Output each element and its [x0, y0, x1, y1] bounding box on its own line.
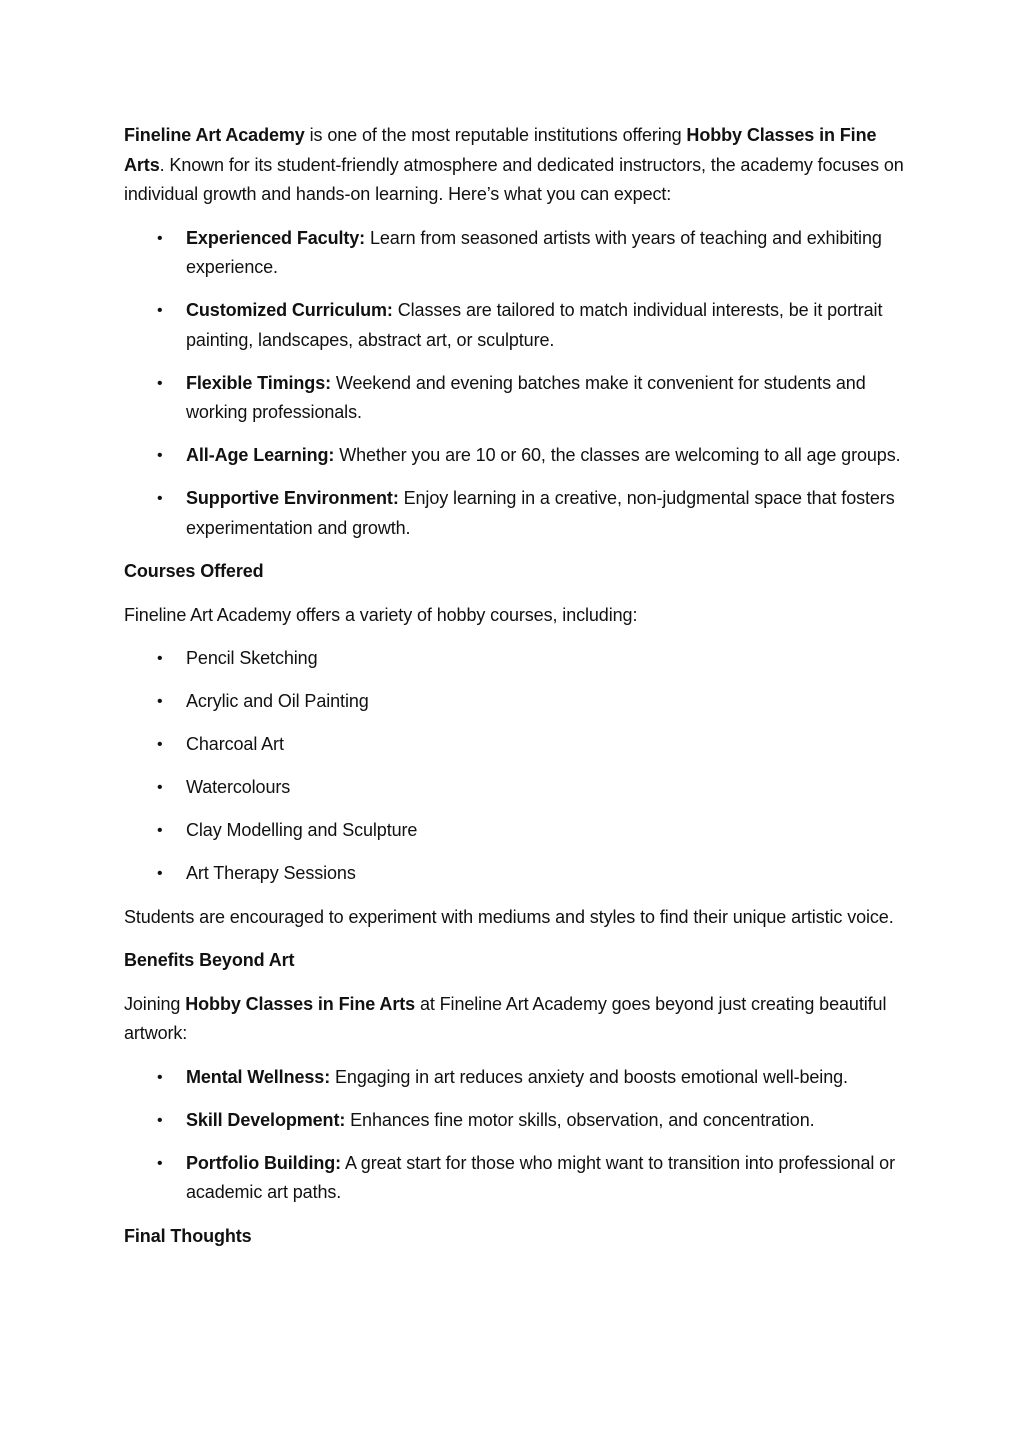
list-item: • Clay Modelling and Sculpture — [124, 816, 904, 846]
list-item: • Mental Wellness: Engaging in art reduces anxiety and boosts emotional well-being. — [124, 1063, 904, 1093]
bullet-icon: • — [157, 736, 163, 753]
bullet-icon: • — [157, 447, 163, 464]
list-item: • Portfolio Building: A great start for those who might want to transition into professional or academic art paths. — [124, 1149, 904, 1208]
bullet-icon: • — [157, 1111, 163, 1129]
intro-paragraph: Fineline Art Academy is one of the most reputable institutions offering Hobby Classes in Fine Arts. Known for its student-friendly atmosphere and dedicated instructors, the academy focuses on individual growth and hands-on learning. Here’s what you can expect: — [124, 125, 904, 204]
bullet-icon: • — [157, 693, 163, 710]
hobby-classes-term: Hobby Classes in Fine Arts — [185, 993, 416, 1014]
courses-heading: Courses Offered — [124, 561, 264, 581]
bullet-icon: • — [157, 374, 163, 392]
hobby-classes-term: Hobby Classes in Fine Arts — [124, 125, 877, 175]
list-item: • Watercolours — [124, 773, 904, 803]
list-item: • Supportive Environment: Enjoy learning in a creative, non-judgmental space that fosters experimentation and growth. — [124, 484, 904, 543]
list-item: • Customized Curriculum: Classes are tailored to match individual interests, be it portrait painting, landscapes, abstract art, or sculpture. — [124, 296, 904, 355]
bullet-icon: • — [157, 822, 163, 839]
courses-list — [124, 644, 904, 889]
list-item: • Acrylic and Oil Painting — [124, 687, 904, 717]
list-item: • Pencil Sketching — [124, 644, 904, 674]
benefits-list — [124, 1063, 904, 1208]
benefits-intro: Joining Hobby Classes in Fine Arts at Fineline Art Academy goes beyond just creating beautiful artwork: — [124, 993, 887, 1043]
bullet-icon: • — [157, 865, 163, 882]
list-item: • Charcoal Art — [124, 730, 904, 760]
bullet-icon: • — [157, 1068, 163, 1086]
bullet-icon: • — [157, 302, 163, 319]
features-list — [124, 224, 904, 544]
bullet-icon: • — [157, 490, 163, 507]
benefits-heading: Benefits Beyond Art — [124, 950, 295, 970]
bullet-icon: • — [157, 650, 163, 667]
bullet-icon: • — [157, 229, 163, 247]
list-item: • Skill Development: Enhances fine motor skills, observation, and concentration. — [124, 1106, 904, 1136]
bullet-icon: • — [157, 1154, 163, 1172]
list-item: • Flexible Timings: Weekend and evening batches make it convenient for students and working professionals. — [124, 369, 904, 428]
courses-intro: Fineline Art Academy offers a variety of hobby courses, including: — [124, 604, 638, 625]
list-item: • Experienced Faculty: Learn from seasoned artists with years of teaching and exhibiting experience. — [124, 224, 904, 283]
bullet-icon: • — [157, 779, 163, 796]
list-item: • All-Age Learning: Whether you are 10 or 60, the classes are welcoming to all age groups. — [124, 441, 904, 471]
list-item: • Art Therapy Sessions — [124, 859, 904, 889]
academy-name: Fineline Art Academy — [124, 125, 305, 145]
document-page — [124, 121, 904, 1265]
final-thoughts-heading: Final Thoughts — [124, 1225, 252, 1246]
courses-outro: Students are encouraged to experiment with mediums and styles to find their unique artistic voice. — [124, 906, 894, 927]
